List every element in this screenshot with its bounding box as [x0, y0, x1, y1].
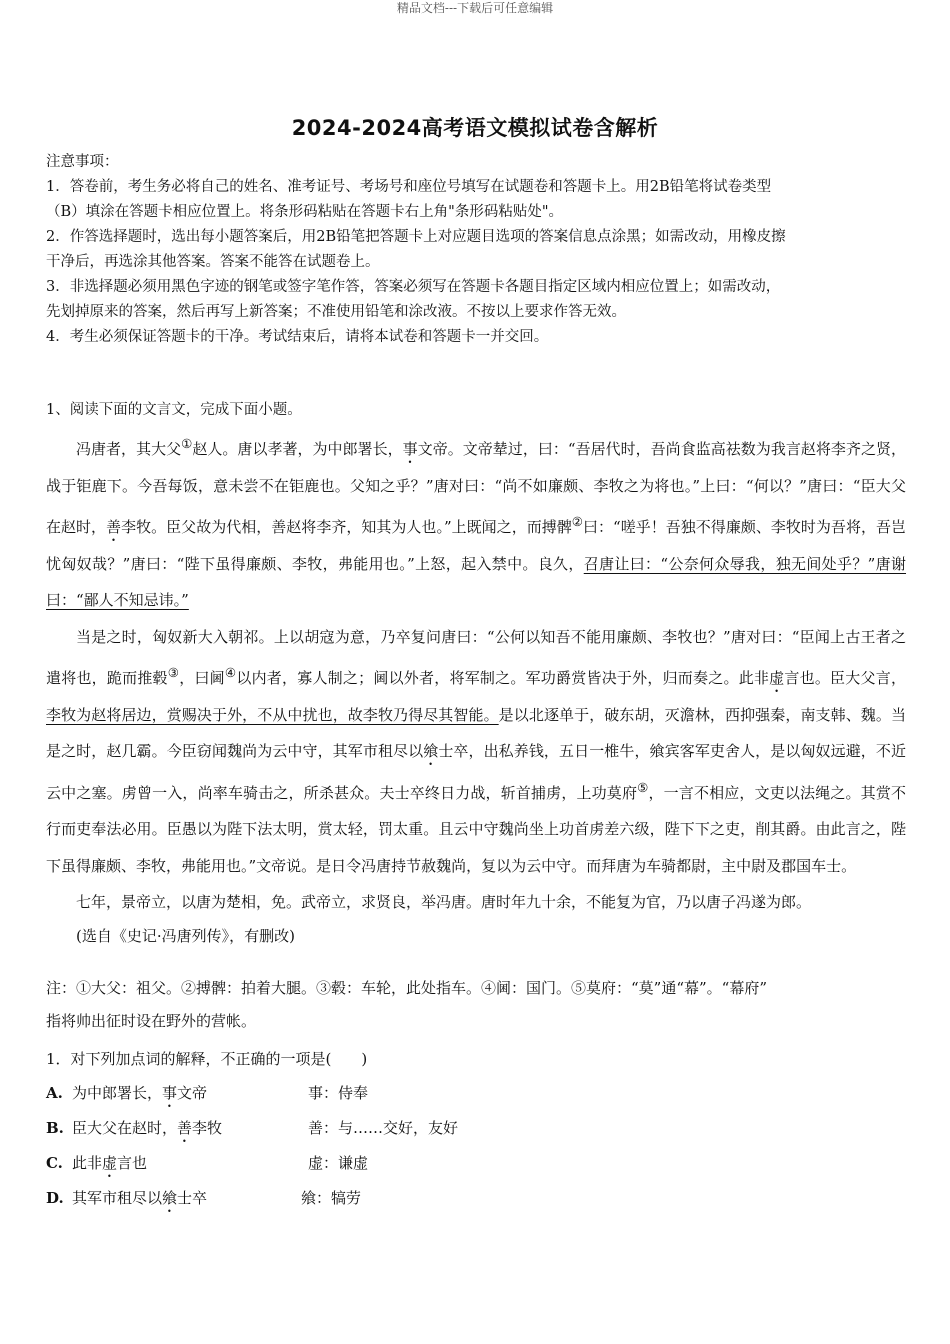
passage-text: 言也。臣大父言，: [784, 669, 906, 687]
question-heading: 1、阅读下面的文言文，完成下面小题。: [46, 402, 302, 418]
underlined-sentence: 召唐让曰：“公奈何众辱我，独无间处乎？”唐谢曰：“鄙人不知忌讳。”: [46, 554, 907, 609]
notice-heading: 注意事项：: [46, 154, 119, 170]
dotted-word: 虚: [102, 1154, 118, 1172]
option-text: 其军市租尽以: [72, 1189, 163, 1207]
passage-text: 士卒，出私养钱，五日一椎牛，飨宾客军吏舍人，是以匈奴远避，不近云中之塞。虏曾一入，尚率车骑击之，所杀甚众。夫士卒终日力战，斩首捕虏，上功莫府: [46, 742, 906, 802]
option-explanation: 飨：犒劳: [301, 1189, 362, 1207]
option-text: 言也: [117, 1154, 148, 1172]
option-b: [46, 1111, 906, 1146]
passage-text: 以内者，寡人制之；阃以外者，将军制之。军功爵赏皆决于外，归而奏之。此非: [236, 669, 770, 687]
question-1: [46, 1042, 906, 1216]
option-text: 文帝: [177, 1084, 208, 1102]
option-a: [46, 1076, 906, 1111]
passage-paragraph-2: [46, 619, 906, 885]
passage-text: 曰：“嗟乎！吾独不得廉颇、李牧时为吾将，吾岂忧匈奴哉？”唐曰：“陛下虽得廉颇、李牧，弗能用也。”上怒，起入禁中。良久，: [46, 518, 906, 573]
classical-passage: [46, 426, 906, 951]
option-explanation: 事：侍奉: [308, 1084, 369, 1102]
notice-item-3b: 先划掉原来的答案，然后再写上新答案；不准使用铅笔和涂改液。不按以上要求作答无效。: [46, 304, 626, 320]
dotted-word: 事: [402, 440, 418, 458]
passage-text: 是以北逐单于，破东胡，灭澹林，西抑强秦，南支韩、魏。当是之时，赵几霸。今臣窃闻魏尚为云中守，其军市租尽以: [46, 705, 906, 760]
footnote-marker: ①: [181, 436, 193, 451]
question-stem: 1．对下列加点词的解释，不正确的一项是( ): [46, 1050, 368, 1068]
page-title: 2024-2024高考语文模拟试卷含解析: [291, 116, 659, 140]
notice-item-3a: 3．非选择题必须用黑色字迹的钢笔或签字笔作答，答案必须写在答题卡各题目指定区域内相应位置上；如需改动，: [46, 279, 781, 295]
passage-text: 李牧。臣父故为代相，善赵将李齐，知其为人也。”上既闻之，而搏髀: [121, 518, 572, 536]
passage-text: 当是之时，匈奴新大入朝祁。上以胡寇为意，乃卒复问唐曰：“公何以知吾不能用廉颇、李牧也？”唐对曰：“臣闻上古王者之遣将也，跪而推毂: [46, 627, 906, 687]
annotation-notes: [46, 972, 906, 1038]
underlined-sentence: 李牧为赵将居边，赏赐决于外，不从中扰也，故李牧乃得尽其智能。: [46, 705, 499, 724]
option-d: [46, 1181, 906, 1216]
footnote-marker: ⑤: [637, 779, 649, 795]
passage-text: 赵人。唐以孝著，为中郎署长，: [192, 440, 403, 458]
passage-text: ，曰阃: [179, 669, 225, 687]
option-text: 士卒: [177, 1189, 208, 1207]
notes-line-1: 注：①大父：祖父。②搏髀：拍着大腿。③毂：车轮，此处指车。④阃：国门。⑤莫府：“莫”通“幕”。“幕府”: [46, 979, 768, 997]
option-c: [46, 1146, 906, 1181]
passage-paragraph-1: [46, 426, 906, 619]
dotted-word: 事: [162, 1084, 178, 1102]
document-header-note: 精品文档---下载后可任意编辑: [396, 1, 554, 15]
option-text: 李牧: [192, 1119, 223, 1137]
passage-text: 冯唐者，其大父: [76, 440, 182, 458]
option-text: 臣大父在赵时，: [72, 1119, 178, 1137]
option-text: 此非: [72, 1154, 103, 1172]
notice-section: [46, 150, 906, 350]
footnote-marker: ③: [167, 665, 180, 680]
dotted-word: 善: [177, 1119, 193, 1137]
option-explanation: 善：与……交好，友好: [308, 1119, 459, 1137]
dotted-word: 虚: [769, 669, 785, 687]
passage-text: 文帝。文帝辇过，曰：“吾居代时，吾尚食监高祛数为我言赵将李齐之贤，战于钜鹿下。今吾每饭，意未尝不在钜鹿也。父知之乎？”唐对曰：“尚不如廉颇、李牧之为将也。”上曰：“何以？”唐曰：“臣大父在赵时，: [46, 440, 906, 536]
option-text: 为中郎署长，: [72, 1084, 163, 1102]
option-explanation: 虚：谦虚: [308, 1154, 369, 1172]
notes-line-2: 指将帅出征时设在野外的营帐。: [46, 1012, 257, 1030]
notice-item-2a: 2．作答选择题时，选出每小题答案后，用2B铅笔把答题卡上对应题目选项的答案信息点涂黑；如需改动，用橡皮擦: [46, 229, 786, 245]
passage-text: ，一言不相应，文吏以法绳之。其赏不行而吏奉法必用。臣愚以为陛下法太明，赏太轻，罚太重。且云中守魏尚坐上功首虏差六级，陛下下之吏，削其爵。由此言之，陛下虽得廉颇、李牧，弗能用也。”文帝说。是日令冯唐持节赦魏尚，复以为云中守。而拜唐为车骑都尉，主中尉及郡国车士。: [46, 783, 906, 875]
passage-paragraph-3: 七年，景帝立，以唐为楚相，免。武帝立，求贤良，举冯唐。唐时年九十余，不能复为官，乃以唐子冯遂为郎。: [76, 893, 812, 911]
notice-item-1b: （B）填涂在答题卡相应位置上。将条形码粘贴在答题卡右上角"条形码粘贴处"。: [46, 204, 563, 220]
option-letter: D.: [46, 1189, 64, 1207]
notice-item-4: 4．考生必须保证答题卡的干净。考试结束后，请将本试卷和答题卡一并交回。: [46, 329, 549, 345]
dotted-word: 善: [106, 518, 122, 536]
option-letter: B.: [46, 1119, 64, 1137]
footnote-marker: ④: [224, 665, 237, 680]
notice-item-2b: 干净后，再选涂其他答案。答案不能答在试题卷上。: [46, 254, 380, 270]
dotted-word: 飨: [162, 1189, 178, 1207]
passage-source: (选自《史记·冯唐列传》，有删改): [76, 926, 295, 945]
dotted-word: 飨: [423, 742, 439, 760]
option-letter: C.: [46, 1154, 63, 1172]
option-letter: A.: [46, 1084, 63, 1102]
notice-item-1a: 1．答卷前，考生务必将自己的姓名、准考证号、考场号和座位号填写在试题卷和答题卡上。用2B铅笔将试卷类型: [46, 179, 772, 195]
footnote-marker: ②: [571, 514, 583, 529]
